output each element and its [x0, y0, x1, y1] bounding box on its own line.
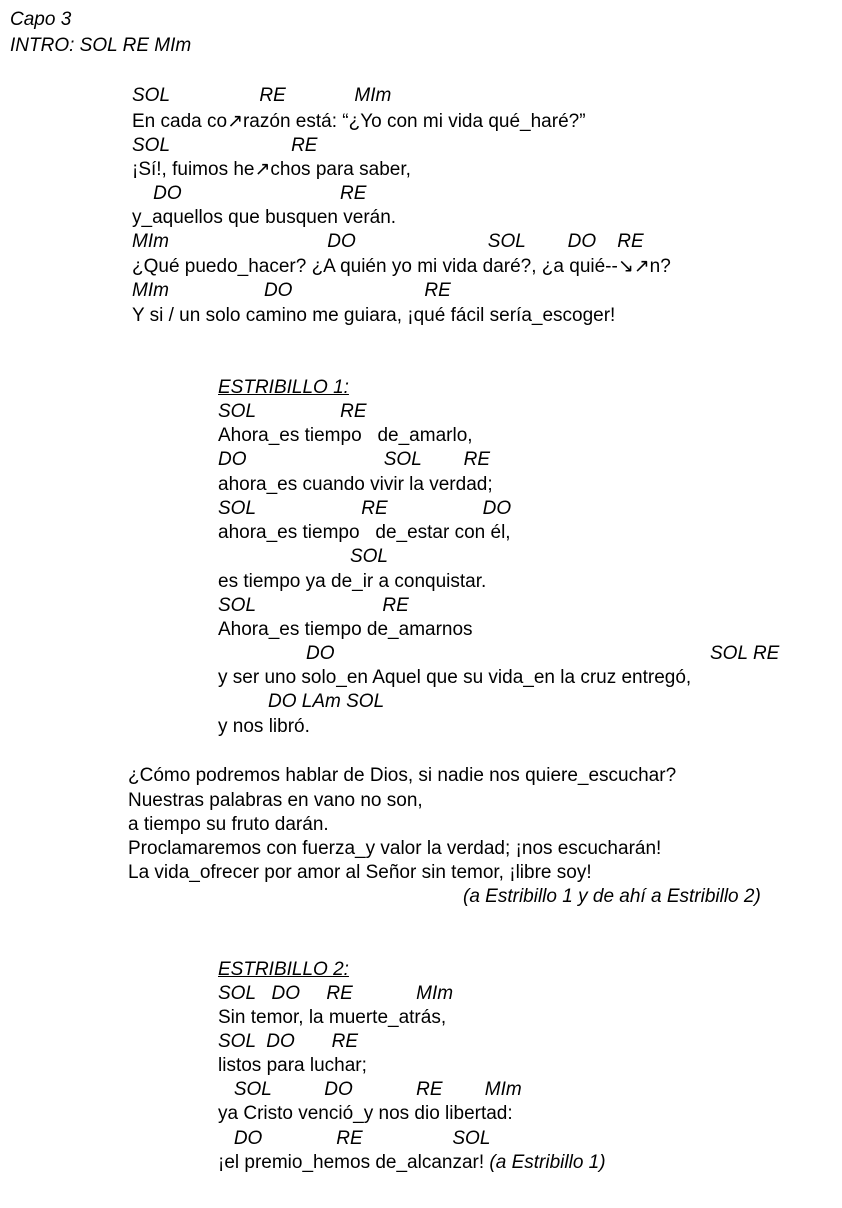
chord-line: SOL	[218, 546, 388, 567]
chord-line: DO LAm SOL	[268, 691, 385, 712]
lyric-text: ¡el premio_hemos de_alcanzar!	[218, 1152, 485, 1173]
repeat-note: (a Estribillo 1)	[489, 1152, 606, 1173]
chord-line: SOL RE MIm	[132, 85, 392, 106]
chord-line: SOL DO RE	[218, 1031, 359, 1052]
lyric-line: ya Cristo venció_y nos dio libertad:	[218, 1103, 513, 1124]
chord-line: DO SOL RE	[218, 449, 491, 470]
lyric-line: En cada co↗razón está: “¿Yo con mi vida qué_haré?”	[132, 111, 586, 132]
lyric-line: ¿Qué puedo_hacer? ¿A quién yo mi vida daré?, ¿a quié--↘↗n?	[132, 256, 671, 277]
chord-line: SOL RE DO	[218, 498, 512, 519]
lyric-line: y ser uno solo_en Aquel que su vida_en la cruz entregó,	[218, 667, 692, 688]
lyric-line: listos para luchar;	[218, 1055, 367, 1076]
lyric-line: Ahora_es tiempo de_amarnos	[218, 619, 473, 640]
chord-line: MIm DO RE	[132, 280, 451, 301]
lyric-line: ahora_es cuando vivir la verdad;	[218, 474, 493, 495]
lyric-line: Ahora_es tiempo de_amarlo,	[218, 425, 473, 446]
lyric-line: ¡Sí!, fuimos he↗chos para saber,	[132, 159, 411, 180]
chord-line: MIm DO SOL DO RE	[132, 231, 644, 252]
lyric-line: es tiempo ya de_ir a conquistar.	[218, 571, 487, 592]
chorus-2-title: ESTRIBILLO 2:	[218, 959, 349, 980]
lyric-line: a tiempo su fruto darán.	[128, 814, 329, 835]
lyric-line: La vida_ofrecer por amor al Señor sin temor, ¡libre soy!	[128, 862, 592, 883]
lyric-line: Nuestras palabras en vano no son,	[128, 790, 423, 811]
chord-line: DO RE	[132, 183, 367, 204]
chord-line: SOL RE	[132, 135, 318, 156]
chord-line: SOL RE	[218, 595, 409, 616]
lyric-line: ¿Cómo podremos hablar de Dios, si nadie nos quiere_escuchar?	[128, 765, 677, 786]
chord-line: SOL DO RE MIm	[218, 1079, 522, 1100]
lyric-line: ahora_es tiempo de_estar con él,	[218, 522, 511, 543]
chord-line: SOL RE	[710, 643, 780, 664]
chord-line: SOL RE	[218, 401, 367, 422]
lyric-line: Y si / un solo camino me guiara, ¡qué fácil sería_escoger!	[132, 305, 616, 326]
lyric-line: Sin temor, la muerte_atrás,	[218, 1007, 447, 1028]
chord-line: DO	[306, 643, 335, 664]
lyric-line: Proclamaremos con fuerza_y valor la verdad; ¡nos escucharán!	[128, 838, 662, 859]
repeat-note: (a Estribillo 1 y de ahí a Estribillo 2)	[463, 886, 761, 907]
lyric-line	[218, 1151, 606, 1175]
chord-line: DO RE SOL	[218, 1128, 491, 1149]
lyric-line: y_aquellos que busquen verán.	[132, 207, 397, 228]
intro-chords: INTRO: SOL RE MIm	[10, 35, 192, 56]
chorus-1-title: ESTRIBILLO 1:	[218, 377, 349, 398]
capo-label: Capo 3	[10, 9, 72, 30]
lyric-line: y nos libró.	[218, 716, 310, 737]
chord-line: SOL DO RE MIm	[218, 983, 454, 1004]
